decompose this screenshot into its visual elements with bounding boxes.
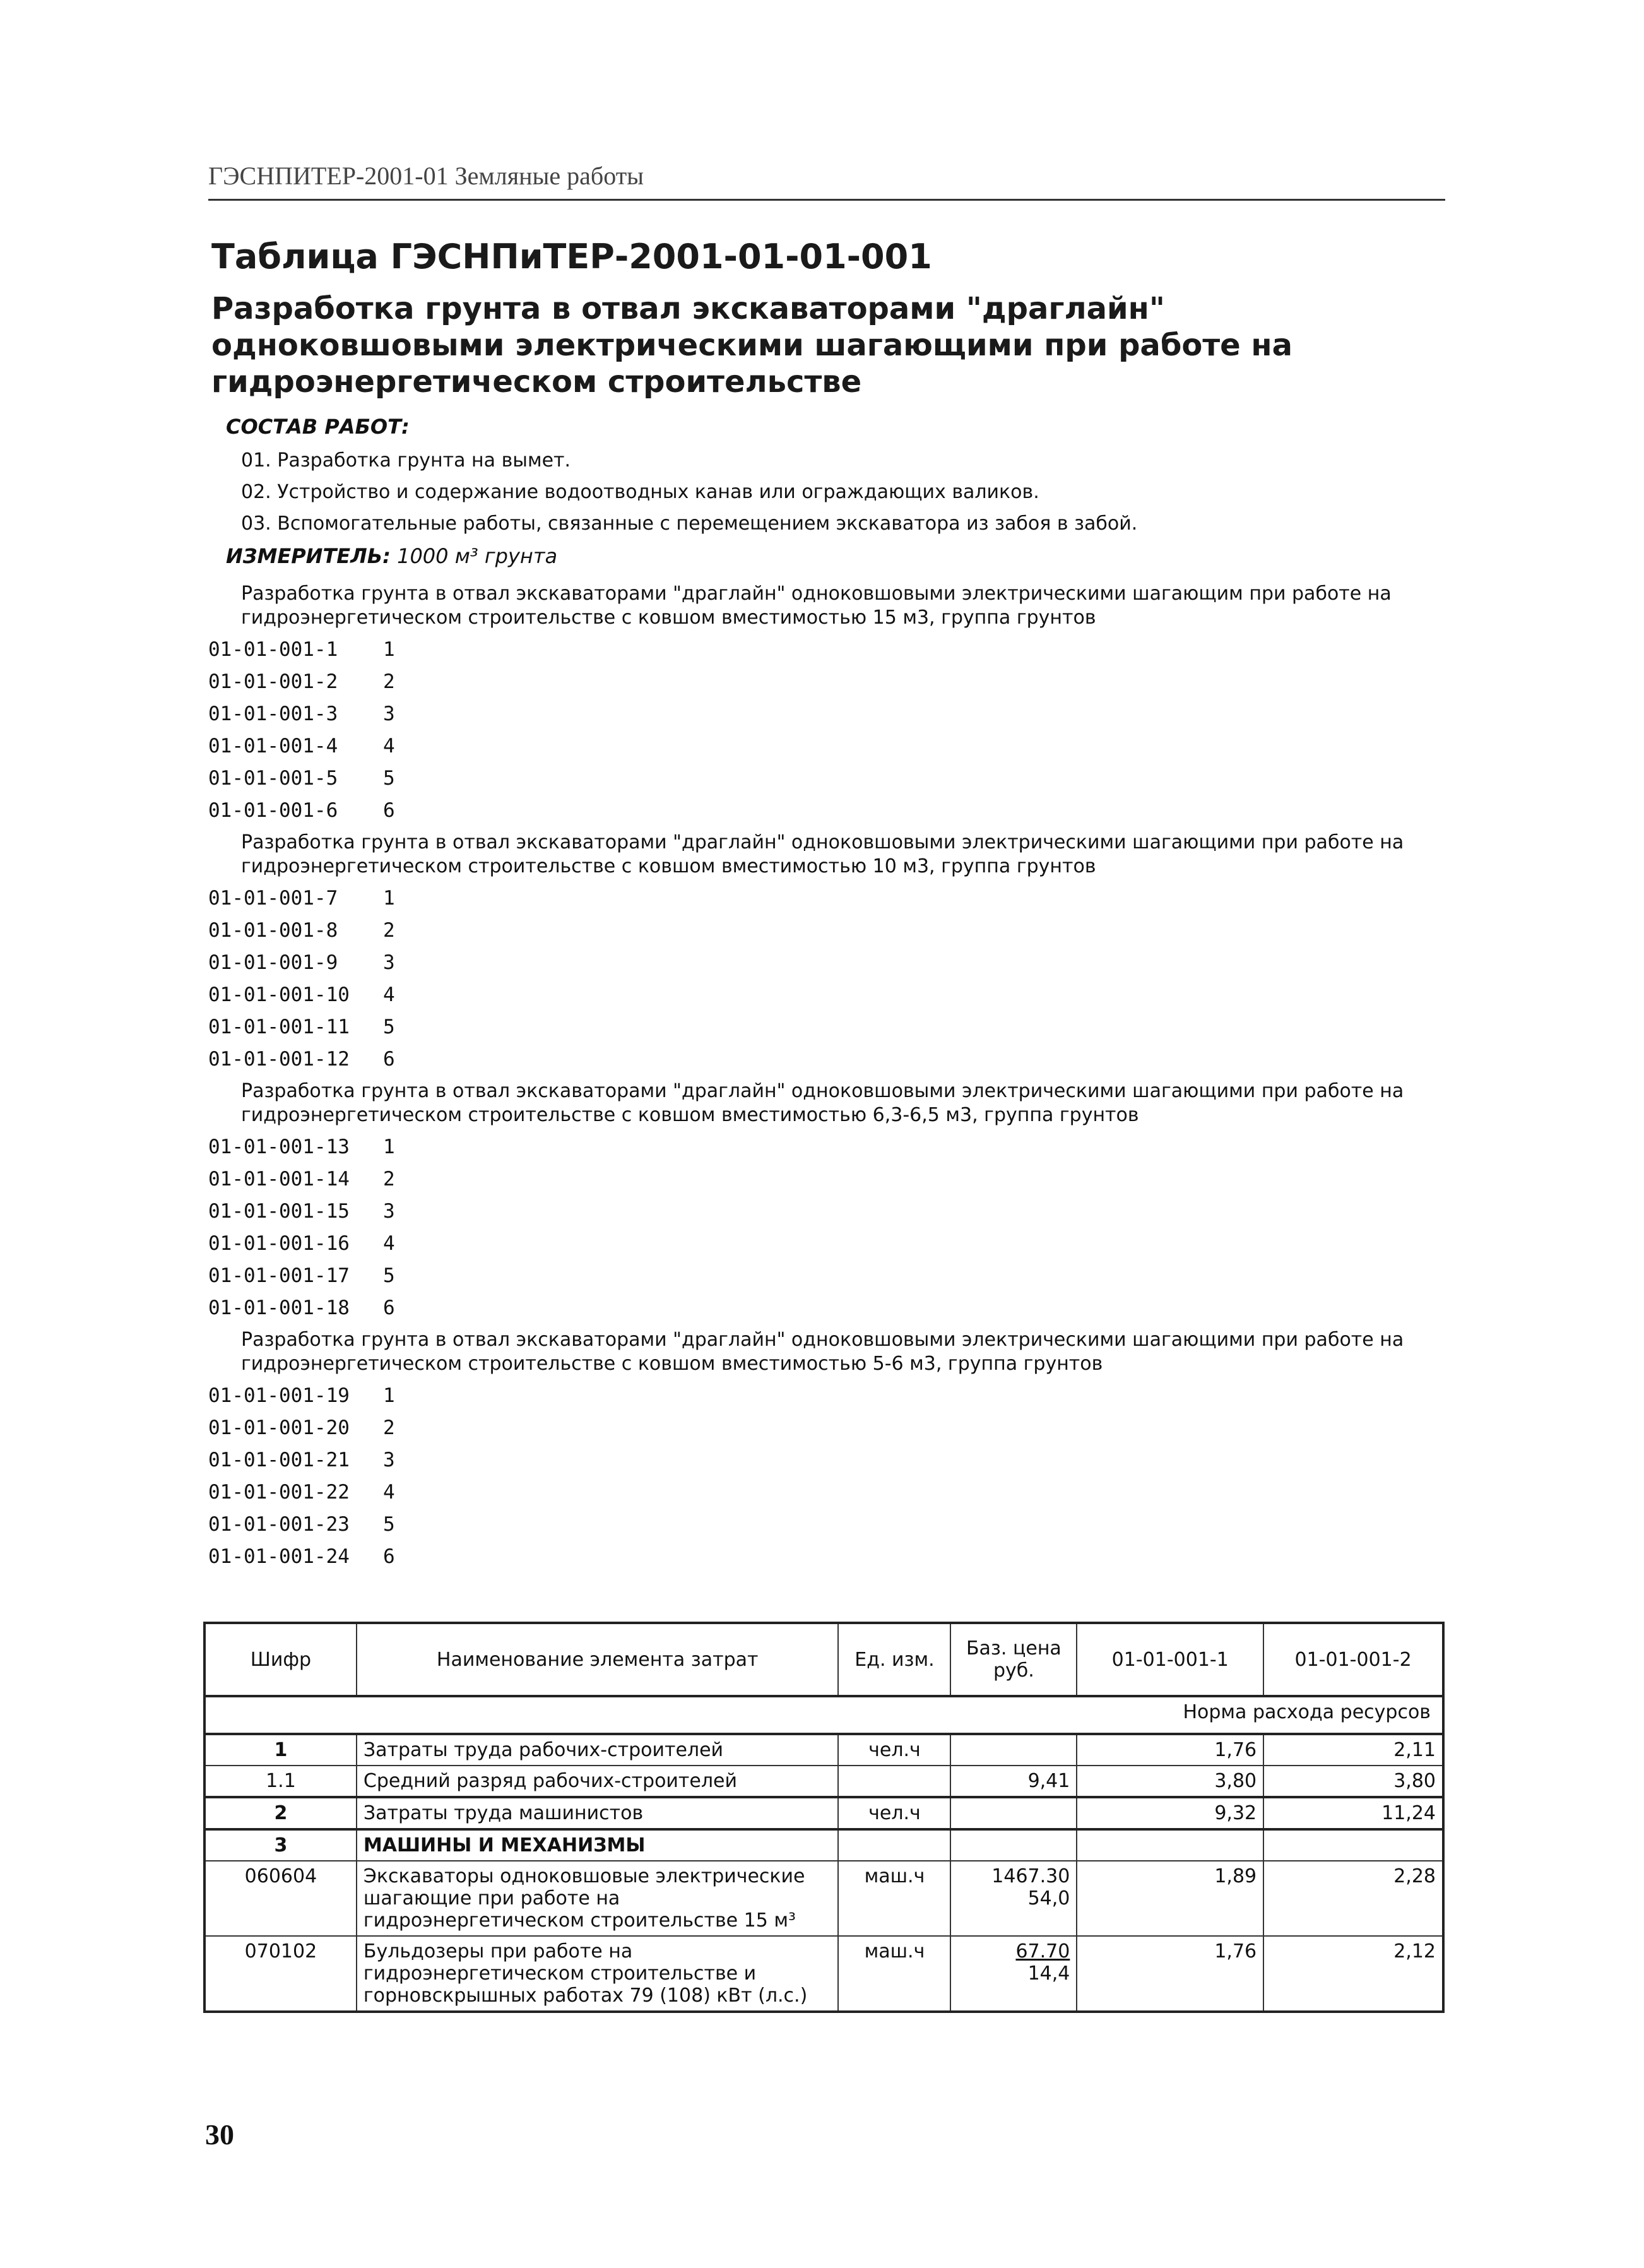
cell-code: 070102 xyxy=(204,1936,357,2012)
rate-code: 01-01-001-19 xyxy=(208,1384,350,1407)
soil-group: 4 xyxy=(383,735,395,757)
cell-price-extra: 54,0 xyxy=(1027,1887,1070,1909)
table-header-row xyxy=(204,1623,1443,1696)
soil-group: 2 xyxy=(383,1168,395,1190)
rate-group xyxy=(208,582,1445,827)
rate-row xyxy=(208,947,1445,979)
cell-code: 2 xyxy=(204,1797,357,1829)
table-row xyxy=(204,1734,1443,1766)
resource-table xyxy=(203,1622,1445,2013)
rate-group xyxy=(208,1328,1445,1573)
cell-price xyxy=(950,1936,1077,2012)
cell-price-base: 1467.30 xyxy=(991,1865,1070,1887)
page-number: 30 xyxy=(205,2118,234,2151)
rate-code: 01-01-001-11 xyxy=(208,1016,350,1038)
rate-code: 01-01-001-3 xyxy=(208,703,338,725)
cell-price: 9,41 xyxy=(950,1766,1077,1797)
works-item: 01. Разработка грунта на вымет. xyxy=(241,449,571,472)
cell-rate-2: 3,80 xyxy=(1263,1766,1443,1797)
cell-unit xyxy=(838,1766,950,1797)
rate-row xyxy=(208,1444,1445,1476)
group-description: Разработка грунта в отвал экскаваторами "драглайн" одноковшовыми электрическими шагающим при работе на гидроэнергетическом строительстве с ковшом вместимостью 15 м3, группа грунтов xyxy=(241,583,1392,629)
header-unit: Ед. изм. xyxy=(838,1623,950,1696)
cell-name: Затраты труда рабочих-строителей xyxy=(357,1734,839,1766)
norma-row xyxy=(204,1696,1443,1734)
cell-name: Бульдозеры при работе на гидроэнергетическом строительстве и горновскрышных работах 79 (108) кВт (л.с.) xyxy=(357,1936,839,2012)
cell-code: 1.1 xyxy=(204,1766,357,1797)
cell-rate-2: 2,11 xyxy=(1263,1734,1443,1766)
cell-price-extra: 14,4 xyxy=(1027,1962,1070,1985)
cell-rate-1: 3,80 xyxy=(1077,1766,1263,1797)
cell-unit: маш.ч xyxy=(838,1936,950,2012)
rate-row xyxy=(208,730,1445,763)
rate-row xyxy=(208,1412,1445,1444)
izmeritel-value: 1000 м³ грунта xyxy=(397,544,558,568)
sostav-label: СОСТАВ РАБОТ: xyxy=(226,415,410,439)
rate-code: 01-01-001-13 xyxy=(208,1136,350,1158)
rate-code: 01-01-001-12 xyxy=(208,1048,350,1071)
table-title: Таблица ГЭСНПиТЕР-2001-01-01-001 xyxy=(211,237,932,276)
rate-group xyxy=(208,831,1445,1076)
soil-group: 5 xyxy=(383,1264,395,1287)
cell-rate-1: 1,89 xyxy=(1077,1861,1263,1936)
header-code: Шифр xyxy=(204,1623,357,1696)
running-header xyxy=(208,161,1445,201)
cell-rate-1: 1,76 xyxy=(1077,1936,1263,2012)
soil-group: 6 xyxy=(383,799,395,822)
rate-row xyxy=(208,915,1445,947)
rate-code: 01-01-001-14 xyxy=(208,1168,350,1190)
cell-rate-1 xyxy=(1077,1829,1263,1861)
group-description: Разработка грунта в отвал экскаваторами "драглайн" одноковшовыми электрическими шагающими при работе на гидроэнергетическом строительстве с ковшом вместимостью 6,3-6,5 м3, группа грунтов xyxy=(241,1080,1404,1126)
rate-group xyxy=(208,1079,1445,1324)
soil-group: 4 xyxy=(383,1481,395,1504)
group-description: Разработка грунта в отвал экскаваторами "драглайн" одноковшовыми электрическими шагающими при работе на гидроэнергетическом строительстве с ковшом вместимостью 10 м3, группа грунтов xyxy=(241,831,1404,877)
rate-row xyxy=(208,1292,1445,1324)
rate-code: 01-01-001-5 xyxy=(208,767,338,790)
cell-price xyxy=(950,1861,1077,1936)
works-item: 02. Устройство и содержание водоотводных канав или ограждающих валиков. xyxy=(241,481,1039,503)
rate-code: 01-01-001-10 xyxy=(208,983,350,1006)
cell-unit xyxy=(838,1829,950,1861)
rate-code: 01-01-001-2 xyxy=(208,670,338,693)
table-subtitle: Разработка грунта в отвал экскаваторами "драглайн" одноковшовыми электрическими шагающими при работе на гидроэнергетическом строительстве xyxy=(211,291,1292,400)
rate-row xyxy=(208,1131,1445,1163)
cell-name: Средний разряд рабочих-строителей xyxy=(357,1766,839,1797)
rate-groups xyxy=(208,582,1445,1573)
soil-group: 1 xyxy=(383,638,395,661)
rate-row xyxy=(208,1163,1445,1196)
cell-rate-1: 1,76 xyxy=(1077,1734,1263,1766)
soil-group: 1 xyxy=(383,887,395,910)
rate-code: 01-01-001-18 xyxy=(208,1297,350,1319)
izmeritel xyxy=(226,544,557,568)
rate-code: 01-01-001-6 xyxy=(208,799,338,822)
cell-unit: чел.ч xyxy=(838,1734,950,1766)
rate-row xyxy=(208,698,1445,730)
cell-name: Затраты труда машинистов xyxy=(357,1797,839,1829)
rate-row xyxy=(208,666,1445,698)
cell-rate-2: 11,24 xyxy=(1263,1797,1443,1829)
rate-code: 01-01-001-21 xyxy=(208,1449,350,1471)
soil-group: 4 xyxy=(383,1232,395,1255)
soil-group: 4 xyxy=(383,983,395,1006)
cell-name: Экскаваторы одноковшовые электрические шагающие при работе на гидроэнергетическом строительстве 15 м³ xyxy=(357,1861,839,1936)
soil-group: 5 xyxy=(383,1513,395,1536)
cell-rate-2 xyxy=(1263,1829,1443,1861)
soil-group: 3 xyxy=(383,703,395,725)
header-rate-2: 01-01-001-2 xyxy=(1263,1623,1443,1696)
soil-group: 2 xyxy=(383,1416,395,1439)
cell-rate-2: 2,28 xyxy=(1263,1861,1443,1936)
soil-group: 6 xyxy=(383,1545,395,1568)
table-row xyxy=(204,1936,1443,2012)
works-item: 03. Вспомогательные работы, связанные с перемещением экскаватора из забоя в забой. xyxy=(241,513,1138,535)
running-header-text: ГЭСНПИТЕР-2001-01 Земляные работы xyxy=(208,162,644,190)
izmeritel-label: ИЗМЕРИТЕЛЬ: xyxy=(226,544,391,568)
rate-code: 01-01-001-7 xyxy=(208,887,338,910)
rate-code: 01-01-001-16 xyxy=(208,1232,350,1255)
soil-group: 3 xyxy=(383,1200,395,1223)
rate-row xyxy=(208,1011,1445,1043)
rate-row xyxy=(208,882,1445,915)
rate-code: 01-01-001-17 xyxy=(208,1264,350,1287)
rate-row xyxy=(208,1509,1445,1541)
rate-code: 01-01-001-24 xyxy=(208,1545,350,1568)
rate-code: 01-01-001-23 xyxy=(208,1513,350,1536)
cell-code: 060604 xyxy=(204,1861,357,1936)
rate-row xyxy=(208,763,1445,795)
rate-code: 01-01-001-15 xyxy=(208,1200,350,1223)
rate-row xyxy=(208,1228,1445,1260)
cell-price xyxy=(950,1734,1077,1766)
rate-code: 01-01-001-8 xyxy=(208,919,338,942)
rate-row xyxy=(208,1380,1445,1412)
cell-unit: маш.ч xyxy=(838,1861,950,1936)
cell-name: МАШИНЫ И МЕХАНИЗМЫ xyxy=(357,1829,839,1861)
rate-code: 01-01-001-20 xyxy=(208,1416,350,1439)
soil-group: 1 xyxy=(383,1136,395,1158)
rate-row xyxy=(208,1541,1445,1573)
table-row xyxy=(204,1829,1443,1861)
cell-price-base: 67.70 xyxy=(1015,1940,1070,1962)
soil-group: 6 xyxy=(383,1048,395,1071)
table-row xyxy=(204,1797,1443,1829)
rate-row xyxy=(208,634,1445,666)
soil-group: 2 xyxy=(383,670,395,693)
rate-row xyxy=(208,795,1445,827)
rate-row xyxy=(208,1476,1445,1509)
cell-code: 3 xyxy=(204,1829,357,1861)
soil-group: 2 xyxy=(383,919,395,942)
soil-group: 3 xyxy=(383,951,395,974)
group-description: Разработка грунта в отвал экскаваторами "драглайн" одноковшовыми электрическими шагающими при работе на гидроэнергетическом строительстве с ковшом вместимостью 5-6 м3, группа грунтов xyxy=(241,1329,1404,1375)
cell-rate-1: 9,32 xyxy=(1077,1797,1263,1829)
cell-code: 1 xyxy=(204,1734,357,1766)
rate-code: 01-01-001-4 xyxy=(208,735,338,757)
table-row xyxy=(204,1766,1443,1797)
rate-code: 01-01-001-9 xyxy=(208,951,338,974)
soil-group: 1 xyxy=(383,1384,395,1407)
soil-group: 3 xyxy=(383,1449,395,1471)
rate-code: 01-01-001-22 xyxy=(208,1481,350,1504)
rate-row xyxy=(208,1043,1445,1076)
table-row xyxy=(204,1861,1443,1936)
soil-group: 6 xyxy=(383,1297,395,1319)
cell-price xyxy=(950,1797,1077,1829)
rate-code: 01-01-001-1 xyxy=(208,638,338,661)
header-price: Баз. цена руб. xyxy=(950,1623,1077,1696)
header-rate-1: 01-01-001-1 xyxy=(1077,1623,1263,1696)
works-list xyxy=(241,445,1137,540)
rate-row xyxy=(208,1260,1445,1292)
cell-unit: чел.ч xyxy=(838,1797,950,1829)
rate-row xyxy=(208,1196,1445,1228)
soil-group: 5 xyxy=(383,1016,395,1038)
cell-rate-2: 2,12 xyxy=(1263,1936,1443,2012)
header-name: Наименование элемента затрат xyxy=(357,1623,839,1696)
soil-group: 5 xyxy=(383,767,395,790)
cell-price xyxy=(950,1829,1077,1861)
norma-label: Норма расхода ресурсов xyxy=(204,1696,1443,1734)
rate-row xyxy=(208,979,1445,1011)
